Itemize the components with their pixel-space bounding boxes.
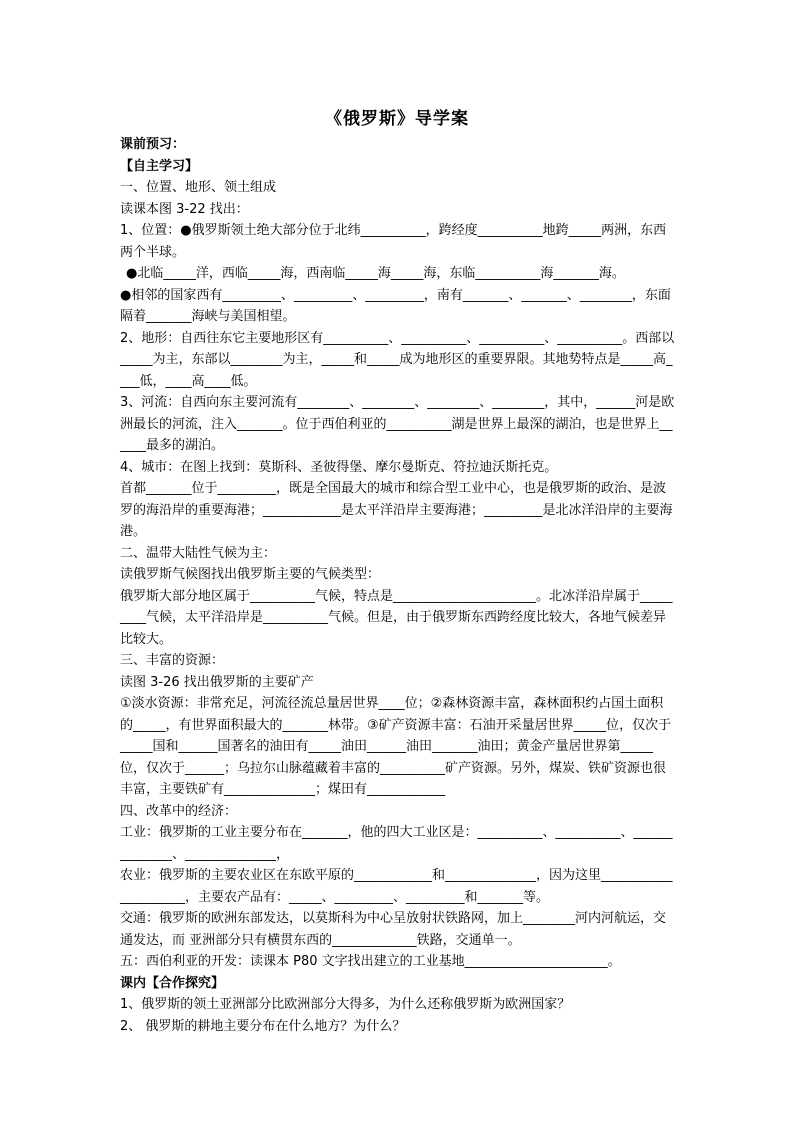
text-line: 农业：俄罗斯的主要农业区在东欧平原的____________和______________，因为这里_____________________，主要农产品有：_____、_________、_________和_______等。 (120, 868, 673, 905)
text-line: ●相邻的国家西有_________、_________、_________，南有_______、_______、________，东面隔着_______海峡与美国相望。 (120, 287, 671, 324)
text-line: ●北临_____洋，西临_____海，西南临_____海_____海，东临__________海_______海。 (126, 266, 625, 281)
text-line: 2、地形：自西往东它主要地形区有__________、__________、__________、__________。西部以_____为主，东部以________为主，_____和_____成为地形区的重要界限。其地势特点是_____高____低，____高____低。 (120, 330, 675, 389)
text-line: 二、温带大陆性气候为主： (120, 545, 277, 561)
section-heading: 课内【合作探究】 (120, 975, 225, 991)
text-line: 一、位置、地形、领土组成 (120, 180, 277, 195)
document-body (120, 134, 676, 1037)
text-line: 首都_______位于_________，既是全国最大的城市和综合型工业中心，也是俄罗斯的政治、是波罗的海沿岸的重要海港；____________是太平洋沿岸主要海港；_________是北冰洋沿岸的主要海港。 (120, 481, 673, 539)
text-line: 1、位置：●俄罗斯领土绝大部分位于北纬__________，跨经度__________地跨_____两洲，东西两个半球。 (120, 223, 667, 260)
text-line: 读俄罗斯气候图找出俄罗斯主要的气候类型： (120, 567, 381, 582)
section-heading: 课前预习： (120, 137, 186, 152)
text-line: 五：西伯利亚的开发：读课本 P80 文字找出建立的工业基地______________________。 (120, 954, 621, 969)
text-line: 读课本图 3-22 找出： (120, 201, 249, 217)
text-line: 4、城市：在图上找到：莫斯科、圣彼得堡、摩尔曼斯克、符拉迪沃斯托克。 (120, 459, 558, 475)
text-line: 1、俄罗斯的领土亚洲部分比欧洲部分大得多，为什么还称俄罗斯为欧洲国家？ (120, 997, 571, 1012)
section-heading: 【自主学习】 (120, 158, 199, 174)
document-title: 《俄罗斯》导学案 (325, 109, 469, 129)
text-line: 四、改革中的经济： (120, 803, 238, 819)
text-line: 三、丰富的资源： (120, 653, 225, 668)
text-line: 交通：俄罗斯的欧洲东部发达，以莫斯科为中心呈放射状铁路网，加上________河内河航运，交通发达，而 亚洲部分只有横贯东西的_____________铁路，交通单一。 (120, 911, 667, 948)
text-line: 俄罗斯大部分地区属于__________气候，特点是______________________。北冰洋沿岸属于_________气候，太平洋沿岸是__________气候。但是，由于俄罗斯东西跨经度比较大，各地气候差异比较大。 (120, 588, 673, 647)
text-line: ①淡水资源：非常充足，河流径流总量居世界____位；②森林资源丰富，森林面积约占国土面积的_____，有世界面积最大的_______林带。③矿产资源丰富：石油开采量居世界_____位，仅次于_____国和______国著名的油田有_____油田______油田_______油田；黄金产量居世界第_____位，仅次于______；乌拉尔山脉蕴藏着丰富的__________矿产资源。另外，煤炭、铁矿资源也很丰富，主要铁矿有______________；煤田有____________ (120, 696, 672, 797)
text-line: 工业：俄罗斯的工业主要分布在_______，他的四大工业区是：__________、__________、______________、______________， (120, 825, 673, 862)
text-line: 2、 俄罗斯的耕地主要分布在什么地方？为什么？ (120, 1018, 406, 1034)
text-line: 读图 3-26 找出俄罗斯的主要矿产 (120, 674, 314, 690)
text-line: 3、河流：自西向东主要河流有________、________、________、________，其中，______河是欧洲最长的河流，注入_______。位于西伯利亚的__________湖是世界上最深的湖泊，也是世界上______最多的湖泊。 (120, 395, 675, 453)
